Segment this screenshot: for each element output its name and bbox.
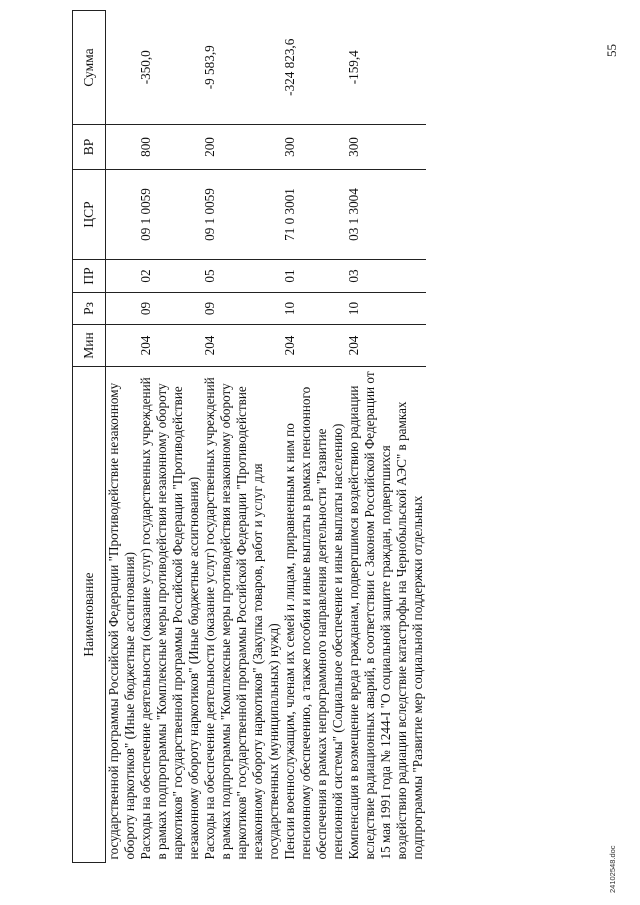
- row-min: 204: [282, 325, 346, 367]
- row-sum: -350,0: [138, 11, 202, 125]
- row-csr: 71 0 3001: [282, 170, 346, 260]
- row-csr: [106, 170, 139, 260]
- row-min: 204: [202, 325, 282, 367]
- budget-table: [72, 10, 426, 863]
- row-vr: [106, 125, 139, 170]
- row-vr: 300: [346, 125, 426, 170]
- row-csr: 09 1 0059: [138, 170, 202, 260]
- row-rz: 09: [202, 293, 282, 325]
- header-name: Наименование: [73, 367, 106, 863]
- row-pr: 02: [138, 260, 202, 293]
- row-name: Расходы на обеспечение деятельности (оказание услуг) государственных учреждений в рамках подпрограммы "Комплексные меры противодействия незаконному обороту наркотиков" государственной программы Российской Федерации "Противодействие незаконному обороту наркотиков" (Закупка товаров, работ и услуг для государственных (муниципальных) нужд): [202, 377, 281, 860]
- table-row: [138, 11, 202, 863]
- header-pr: ПР: [73, 260, 106, 293]
- table-row: [282, 11, 346, 863]
- footer-doc-code: 24102548.doc: [608, 845, 617, 893]
- row-rz: 10: [346, 293, 426, 325]
- table-header-row: [73, 11, 106, 863]
- row-min: 204: [346, 325, 426, 367]
- header-min: Мин: [73, 325, 106, 367]
- row-name: государственной программы Российской Федерации "Противодействие незаконному обороту наркотиков" (Иные бюджетные ассигнования): [106, 382, 137, 860]
- row-vr: 200: [202, 125, 282, 170]
- row-sum: -324 823,6: [282, 11, 346, 125]
- header-rz: Рз: [73, 293, 106, 325]
- header-sum: Сумма: [73, 11, 106, 125]
- row-csr: 09 1 0059: [202, 170, 282, 260]
- row-rz: [106, 293, 139, 325]
- header-csr: ЦСР: [73, 170, 106, 260]
- row-rz: 09: [138, 293, 202, 325]
- row-rz: 10: [282, 293, 346, 325]
- table-row: [346, 11, 426, 863]
- page-number: 55: [604, 44, 619, 57]
- row-min: 204: [138, 325, 202, 367]
- row-sum: -159,4: [346, 11, 426, 125]
- row-csr: 03 1 3004: [346, 170, 426, 260]
- row-pr: 03: [346, 260, 426, 293]
- row-pr: 05: [202, 260, 282, 293]
- table-row: [202, 11, 282, 863]
- header-vr: ВР: [73, 125, 106, 170]
- row-pr: 01: [282, 260, 346, 293]
- table-row: [106, 11, 139, 863]
- row-sum: -9 583,9: [202, 11, 282, 125]
- row-name: Компенсация в возмещение вреда гражданам, подвергшимся воздействию радиации вследствие радиационных аварий, в соответствии с Законом Российской Федерации от 15 мая 1991 года № 1244-I "О социальной защите граждан, подвергшихся воздействию радиации вследствие катастрофы на Чернобыльской АЭС" в рамках подпрограммы "Развитие мер социальной поддержки отдельных: [346, 371, 425, 860]
- row-sum: [106, 11, 139, 125]
- row-min: [106, 325, 139, 367]
- row-vr: 300: [282, 125, 346, 170]
- row-vr: 800: [138, 125, 202, 170]
- row-name: Пенсии военнослужащим, членам их семей и лицам, приравненным к ним по пенсионному обеспечению, а также пособия и иные выплаты в рамках пенсионного обеспечения в рамках непрограммного направления деятельности "Развитие пенсионной системы" (Социальное обеспечение и иные выплаты населению): [282, 386, 345, 860]
- row-pr: [106, 260, 139, 293]
- row-name: Расходы на обеспечение деятельности (оказание услуг) государственных учреждений в рамках подпрограммы "Комплексные меры противодействия незаконному обороту наркотиков" государственной программы Российской Федерации "Противодействие незаконному обороту наркотиков" (Иные бюджетные ассигнования): [138, 377, 201, 860]
